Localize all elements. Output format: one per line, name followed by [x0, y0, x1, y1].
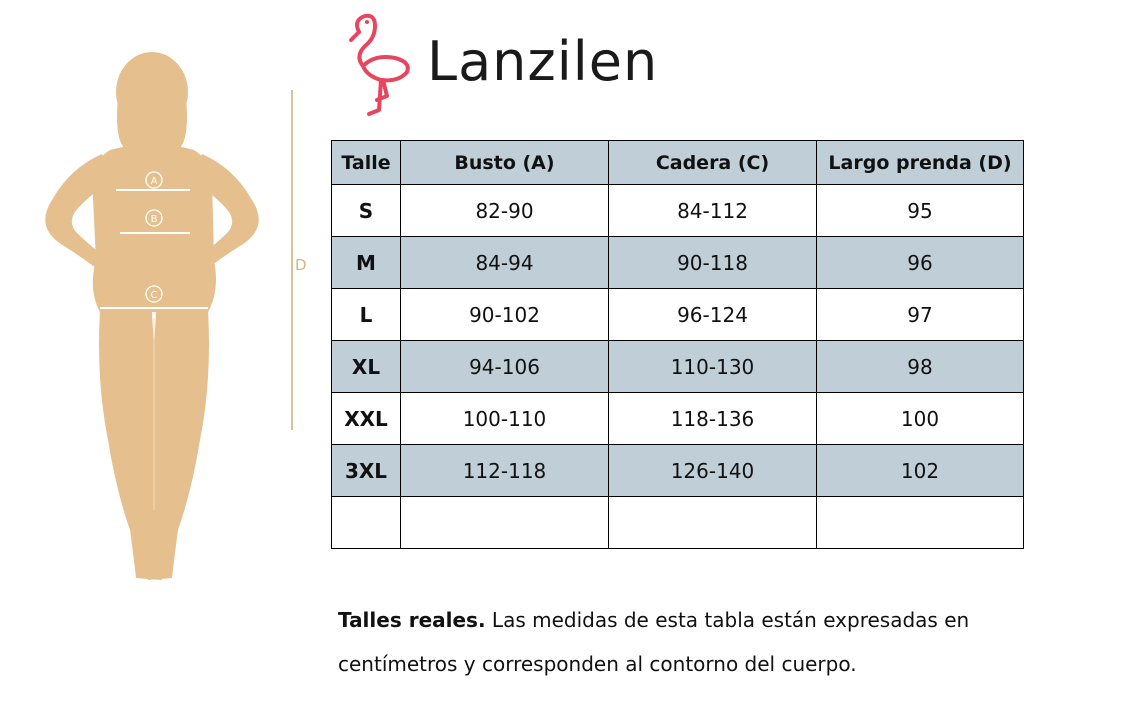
- largo-cell: 102: [817, 445, 1024, 497]
- header-talle: Talle: [332, 141, 401, 185]
- size-cell: S: [332, 185, 401, 237]
- cadera-cell: 90-118: [609, 237, 817, 289]
- cadera-cell: 96-124: [609, 289, 817, 341]
- body-silhouette-icon: [30, 50, 280, 590]
- table-row: [332, 445, 1024, 497]
- table-row: [332, 341, 1024, 393]
- busto-cell: 84-94: [401, 237, 609, 289]
- cadera-cell: [609, 497, 817, 549]
- table-row: [332, 185, 1024, 237]
- flamingo-icon: [345, 10, 417, 118]
- body-figure: [30, 50, 280, 590]
- largo-cell: 98: [817, 341, 1024, 393]
- table-row: [332, 393, 1024, 445]
- label-b: B: [150, 214, 158, 225]
- label-d: D: [295, 256, 307, 274]
- busto-cell: 94-106: [401, 341, 609, 393]
- brand-logo: [345, 10, 675, 120]
- busto-cell: 90-102: [401, 289, 609, 341]
- size-cell: XXL: [332, 393, 401, 445]
- busto-cell: 100-110: [401, 393, 609, 445]
- header-cadera: Cadera (C): [609, 141, 817, 185]
- size-cell: XL: [332, 341, 401, 393]
- size-note: [338, 598, 1058, 686]
- label-a: A: [150, 176, 158, 187]
- note-bold: Talles reales.: [338, 608, 486, 632]
- size-chart-table: [331, 140, 1024, 549]
- largo-cell: 97: [817, 289, 1024, 341]
- size-cell: 3XL: [332, 445, 401, 497]
- busto-cell: [401, 497, 609, 549]
- table-row-empty: [332, 497, 1024, 549]
- largo-cell: 96: [817, 237, 1024, 289]
- busto-cell: 82-90: [401, 185, 609, 237]
- cadera-cell: 118-136: [609, 393, 817, 445]
- cadera-cell: 110-130: [609, 341, 817, 393]
- header-busto: Busto (A): [401, 141, 609, 185]
- table-row: [332, 289, 1024, 341]
- size-cell: M: [332, 237, 401, 289]
- largo-cell: [817, 497, 1024, 549]
- label-c: C: [150, 290, 158, 301]
- note-text: Las medidas de esta tabla están expresadas en centímetros y corresponden al contorno del cuerpo.: [338, 608, 970, 676]
- size-cell: [332, 497, 401, 549]
- header-largo: Largo prenda (D): [817, 141, 1024, 185]
- cadera-cell: 126-140: [609, 445, 817, 497]
- brand-name: Lanzilen: [427, 30, 659, 93]
- largo-cell: 95: [817, 185, 1024, 237]
- busto-cell: 112-118: [401, 445, 609, 497]
- table-header-row: [332, 141, 1024, 185]
- largo-cell: 100: [817, 393, 1024, 445]
- cadera-cell: 84-112: [609, 185, 817, 237]
- length-guide-line: [291, 90, 293, 430]
- size-cell: L: [332, 289, 401, 341]
- table-row: [332, 237, 1024, 289]
